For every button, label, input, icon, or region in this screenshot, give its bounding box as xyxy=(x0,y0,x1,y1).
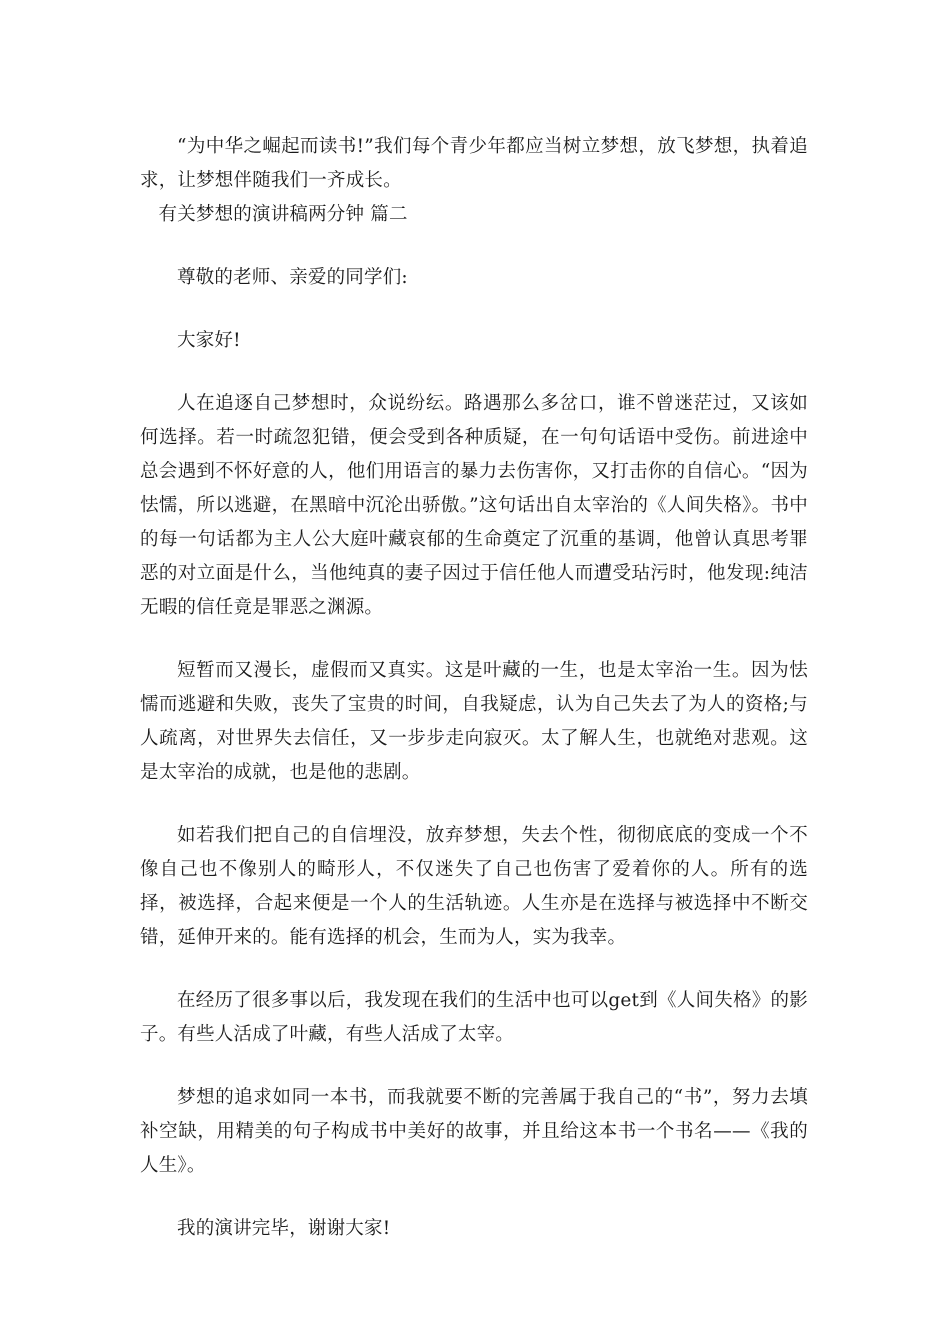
paragraph-body-5: 梦想的追求如同一本书，而我就要不断的完善属于我自己的“书”，努力去填补空缺，用精美的句子构成书中美好的故事，并且给这本书一个书名——《我的人生》。 xyxy=(140,1087,808,1176)
paragraph-body-2: 短暂而又漫长，虚假而又真实。这是叶藏的一生，也是太宰治一生。因为怯懦而逃避和失败，丧失了宝贵的时间，自我疑虑，认为自己失去了为人的资格;与人疏离，对世界失去信任，又一步步走向寂灭。太了解人生，也就绝对悲观。这是太宰治的成就，也是他的悲剧。 xyxy=(140,660,808,783)
document-body xyxy=(140,130,808,1246)
greeting: 大家好! xyxy=(177,330,241,351)
paragraph-body-4: 在经历了很多事以后，我发现在我们的生活中也可以get到《人间失格》的影子。有些人活成了叶藏，有些人活成了太宰。 xyxy=(140,990,808,1045)
paragraph-body-3: 如若我们把自己的自信埋没，放弃梦想，失去个性，彻彻底底的变成一个不像自己也不像别人的畸形人，不仅迷失了自己也伤害了爱着你的人。所有的选择，被选择，合起来便是一个人的生活轨迹。人生亦是在选择与被选择中不断交错，延伸开来的。能有选择的机会，生而为人，实为我幸。 xyxy=(140,825,808,948)
closing-line: 我的演讲完毕，谢谢大家! xyxy=(177,1218,391,1239)
paragraph-intro: “为中华之崛起而读书!”我们每个青少年都应当树立梦想，放飞梦想，执着追求，让梦想伴随我们一齐成长。 xyxy=(140,136,808,191)
paragraph-body-1: 人在追逐自己梦想时，众说纷纭。路遇那么多岔口，谁不曾迷茫过，又该如何选择。若一时疏忽犯错，便会受到各种质疑，在一句句话语中受伤。前进途中总会遇到不怀好意的人，他们用语言的暴力去伤害你，又打击你的自信心。“因为怯懦，所以逃避，在黑暗中沉沦出骄傲。”这句话出自太宰治的《人间失格》。书中的每一句话都为主人公大庭叶藏哀郁的生命奠定了沉重的基调，他曾认真思考罪恶的对立面是什么，当他纯真的妻子因过于信任他人而遭受玷污时，他发现:纯洁无暇的信任竟是罪恶之渊源。 xyxy=(140,393,808,618)
section-heading: 有关梦想的演讲稿两分钟 篇二 xyxy=(158,204,408,225)
salutation: 尊敬的老师、亲爱的同学们: xyxy=(177,267,408,288)
